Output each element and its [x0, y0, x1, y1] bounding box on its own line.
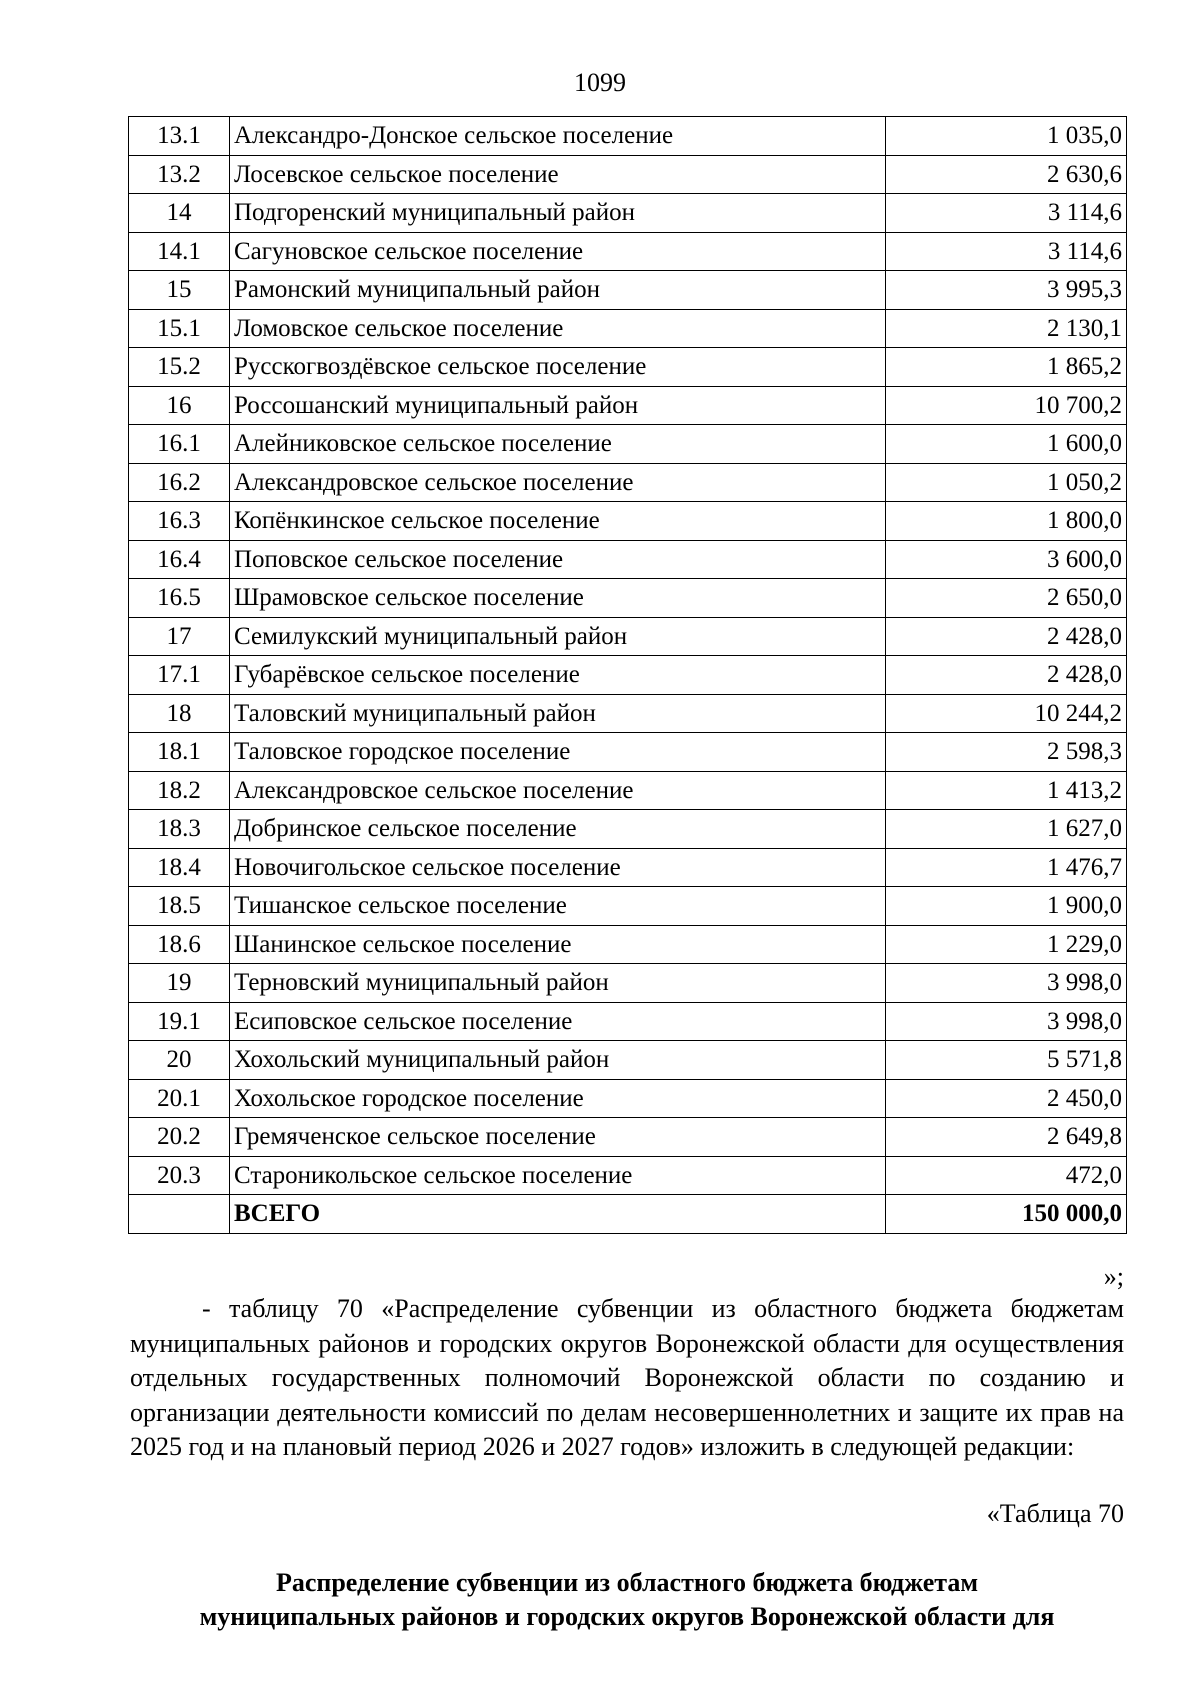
row-name-cell: Хохольское городское поселение — [230, 1079, 886, 1118]
table-row — [129, 194, 1127, 233]
row-number-cell: 18.5 — [129, 887, 230, 926]
row-name-cell: Терновский муниципальный район — [230, 964, 886, 1003]
row-name-cell: Гремяченское сельское поселение — [230, 1118, 886, 1157]
table-heading — [130, 1566, 1124, 1634]
table-row — [129, 155, 1127, 194]
row-number-cell: 18.2 — [129, 771, 230, 810]
row-value-cell: 2 130,1 — [886, 309, 1127, 348]
row-name-cell: Сагуновское сельское поселение — [230, 232, 886, 271]
row-name-cell: Тишанское сельское поселение — [230, 887, 886, 926]
row-number-cell: 16.3 — [129, 502, 230, 541]
row-name-cell: Ломовское сельское поселение — [230, 309, 886, 348]
row-number-cell: 17.1 — [129, 656, 230, 695]
row-value-cell: 5 571,8 — [886, 1041, 1127, 1080]
row-name-cell: Русскогвоздёвское сельское поселение — [230, 348, 886, 387]
row-number-cell: 13.1 — [129, 117, 230, 156]
row-value-cell: 2 450,0 — [886, 1079, 1127, 1118]
row-number-cell: 17 — [129, 617, 230, 656]
table-row — [129, 1041, 1127, 1080]
table-row — [129, 502, 1127, 541]
row-value-cell: 1 476,7 — [886, 848, 1127, 887]
table-row — [129, 1002, 1127, 1041]
row-value-cell: 1 900,0 — [886, 887, 1127, 926]
row-name-cell: Рамонский муниципальный район — [230, 271, 886, 310]
row-value-cell: 1 229,0 — [886, 925, 1127, 964]
row-value-cell: 3 998,0 — [886, 964, 1127, 1003]
row-name-cell: Александро-Донское сельское поселение — [230, 117, 886, 156]
row-number-cell: 18.4 — [129, 848, 230, 887]
row-number-cell: 16.2 — [129, 463, 230, 502]
row-value-cell: 2 650,0 — [886, 579, 1127, 618]
row-name-cell: Шрамовское сельское поселение — [230, 579, 886, 618]
table-row — [129, 771, 1127, 810]
table-row — [129, 964, 1127, 1003]
row-number-cell: 18.3 — [129, 810, 230, 849]
table-heading-line-2: муниципальных районов и городских округов Воронежской области для — [199, 1602, 1055, 1631]
table-row — [129, 810, 1127, 849]
row-number-cell: 20.1 — [129, 1079, 230, 1118]
row-number-cell: 14.1 — [129, 232, 230, 271]
row-value-cell: 472,0 — [886, 1156, 1127, 1195]
total-number-cell — [129, 1195, 230, 1234]
table-row — [129, 425, 1127, 464]
row-value-cell: 2 630,6 — [886, 155, 1127, 194]
row-value-cell: 10 700,2 — [886, 386, 1127, 425]
row-value-cell: 3 114,6 — [886, 194, 1127, 233]
row-value-cell: 2 649,8 — [886, 1118, 1127, 1157]
page-number: 1099 — [574, 68, 626, 97]
row-name-cell: Есиповское сельское поселение — [230, 1002, 886, 1041]
row-number-cell: 15.1 — [129, 309, 230, 348]
row-name-cell: Подгоренский муниципальный район — [230, 194, 886, 233]
row-name-cell: Лосевское сельское поселение — [230, 155, 886, 194]
row-name-cell: Староникольское сельское поселение — [230, 1156, 886, 1195]
distribution-table — [128, 116, 1127, 1234]
table-row — [129, 386, 1127, 425]
row-value-cell: 1 413,2 — [886, 771, 1127, 810]
row-name-cell: Хохольский муниципальный район — [230, 1041, 886, 1080]
table-row — [129, 848, 1127, 887]
table-row — [129, 117, 1127, 156]
row-name-cell: Александровское сельское поселение — [230, 771, 886, 810]
table-row — [129, 733, 1127, 772]
row-name-cell: Таловский муниципальный район — [230, 694, 886, 733]
table-heading-line-1: Распределение субвенции из областного бюджета бюджетам — [275, 1568, 979, 1597]
row-name-cell: Алейниковское сельское поселение — [230, 425, 886, 464]
row-value-cell: 1 035,0 — [886, 117, 1127, 156]
table-reference: «Таблица 70 — [986, 1499, 1124, 1528]
table-row — [129, 1079, 1127, 1118]
row-value-cell: 1 600,0 — [886, 425, 1127, 464]
row-name-cell: Новочигольское сельское поселение — [230, 848, 886, 887]
table-row — [129, 1118, 1127, 1157]
row-number-cell: 16.4 — [129, 540, 230, 579]
table-row — [129, 348, 1127, 387]
row-value-cell: 2 428,0 — [886, 617, 1127, 656]
table-row — [129, 925, 1127, 964]
table-row — [129, 232, 1127, 271]
row-name-cell: Шанинское сельское поселение — [230, 925, 886, 964]
table-row — [129, 1156, 1127, 1195]
total-row — [129, 1195, 1127, 1234]
total-value-cell: 150 000,0 — [886, 1195, 1127, 1234]
table-row — [129, 887, 1127, 926]
row-name-cell: Поповское сельское поселение — [230, 540, 886, 579]
table-row — [129, 656, 1127, 695]
total-label-cell: ВСЕГО — [230, 1195, 886, 1234]
row-number-cell: 15 — [129, 271, 230, 310]
row-name-cell: Губарёвское сельское поселение — [230, 656, 886, 695]
row-name-cell: Александровское сельское поселение — [230, 463, 886, 502]
row-name-cell: Добринское сельское поселение — [230, 810, 886, 849]
closing-quote-mark: »; — [1103, 1262, 1124, 1291]
row-name-cell: Россошанский муниципальный район — [230, 386, 886, 425]
row-number-cell: 20 — [129, 1041, 230, 1080]
table-row — [129, 540, 1127, 579]
row-number-cell: 18 — [129, 694, 230, 733]
row-name-cell: Семилукский муниципальный район — [230, 617, 886, 656]
row-name-cell: Таловское городское поселение — [230, 733, 886, 772]
row-value-cell: 1 050,2 — [886, 463, 1127, 502]
row-number-cell: 16 — [129, 386, 230, 425]
table-body — [129, 117, 1127, 1234]
row-value-cell: 3 998,0 — [886, 1002, 1127, 1041]
row-value-cell: 2 598,3 — [886, 733, 1127, 772]
row-value-cell: 1 800,0 — [886, 502, 1127, 541]
amendment-paragraph: - таблицу 70 «Распределение субвенции из областного бюджета бюджетам муниципальных районов и городских округов Воронежской области для осуществления отдельных государственных полномочий Воронежской области по созданию и организации деятельности комиссий по делам несовершеннолетних и защите их прав на 2025 год и на плановый период 2026 и 2027 годов» изложить в следующей редакции: — [130, 1294, 1124, 1461]
row-number-cell: 19 — [129, 964, 230, 1003]
row-number-cell: 16.5 — [129, 579, 230, 618]
table-row — [129, 694, 1127, 733]
row-number-cell: 18.1 — [129, 733, 230, 772]
row-value-cell: 2 428,0 — [886, 656, 1127, 695]
row-number-cell: 19.1 — [129, 1002, 230, 1041]
row-value-cell: 1 865,2 — [886, 348, 1127, 387]
row-number-cell: 13.2 — [129, 155, 230, 194]
row-number-cell: 20.2 — [129, 1118, 230, 1157]
row-name-cell: Копёнкинское сельское поселение — [230, 502, 886, 541]
table-row — [129, 463, 1127, 502]
row-number-cell: 14 — [129, 194, 230, 233]
row-number-cell: 18.6 — [129, 925, 230, 964]
row-number-cell: 20.3 — [129, 1156, 230, 1195]
row-value-cell: 3 114,6 — [886, 232, 1127, 271]
table-row — [129, 309, 1127, 348]
row-value-cell: 10 244,2 — [886, 694, 1127, 733]
row-number-cell: 15.2 — [129, 348, 230, 387]
table-row — [129, 579, 1127, 618]
row-value-cell: 1 627,0 — [886, 810, 1127, 849]
row-value-cell: 3 600,0 — [886, 540, 1127, 579]
row-value-cell: 3 995,3 — [886, 271, 1127, 310]
table-row — [129, 617, 1127, 656]
table-row — [129, 271, 1127, 310]
row-number-cell: 16.1 — [129, 425, 230, 464]
